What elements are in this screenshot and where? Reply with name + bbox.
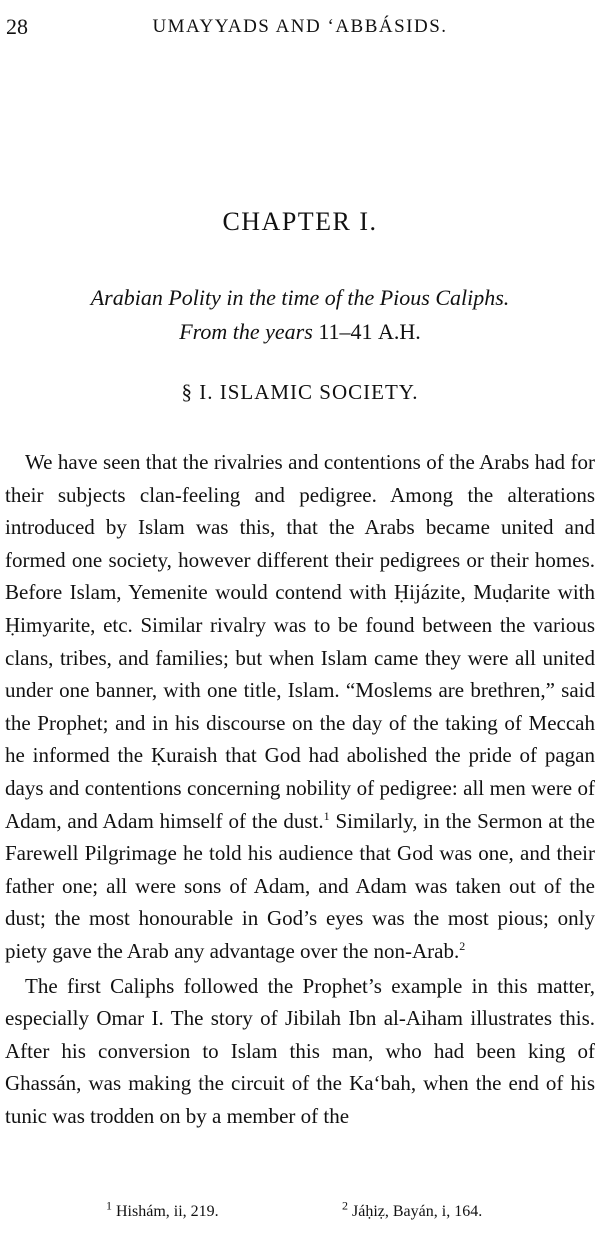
footnote-ref-2: 2	[459, 938, 466, 953]
paragraph-2-text: The first Caliphs followed the Prophet’s example in this matter, especially Omar I. The story of Jibilah Ibn al-Aiham illustrates this. After his conversion to Islam this man, who had been king of Ghassán, was making the circuit of the Ka‘bah, when the end of his tunic was trodden on by a member of the	[5, 973, 595, 1128]
footnote	[342, 1198, 483, 1221]
chapter-subtitle-era: A.H.	[378, 319, 421, 344]
footnote	[106, 1198, 219, 1221]
chapter-heading: CHAPTER I.	[222, 207, 378, 236]
page-number: 28	[6, 14, 28, 39]
running-title: UMAYYADS AND ‘ABBÁSIDS.	[152, 16, 448, 37]
section-heading: § I. ISLAMIC SOCIETY.	[181, 380, 419, 404]
footnote-marker: 2	[342, 1198, 348, 1213]
paragraph	[5, 446, 595, 968]
footnote-marker: 1	[106, 1198, 112, 1213]
chapter-title-block	[0, 281, 600, 349]
body-text	[5, 446, 595, 1132]
footnote-ref-1: 1	[323, 808, 330, 823]
chapter-subtitle-text: From the years	[179, 319, 313, 344]
paragraph-1-text: We have seen that the rivalries and contentions of the Arabs had for their subjects clan-feeling and pedigree. Among the alterations introduced by Islam was this, that the Arabs became united and formed one society, however different their pedigrees or their homes. Before Islam, Yemenite would contend with Ḥijázite, Muḍarite with Ḥimyarite, etc. Similar rivalry was to be found between the various clans, tribes, and families; but when Islam came they were all united under one banner, with one title, Islam. “Moslems are brethren,” said the Prophet; and in his discourse on the day of the taking of Meccah he informed the Ḳuraish that God had abolished the pride of pagan days and contentions concerning nobility of pedigree: all men were of Adam, and Adam himself of the dust.	[5, 450, 595, 833]
paragraph-1-continued: Similarly, in the Sermon at the Farewell Pilgrimage he told his audience that God was one, and their father one; all were sons of Adam, and Adam was taken out of the dust; the most honourable in God’s eyes was the most pious; only piety gave the Arab any advantage over the non-Arab.	[5, 808, 595, 963]
chapter-subtitle	[0, 315, 600, 349]
paragraph	[5, 970, 595, 1133]
footnote-text: Hishám, ii, 219.	[116, 1203, 219, 1220]
chapter-subtitle-years: 11–41	[318, 319, 373, 344]
footnote-text: Jáḥiẓ, Bayán, i, 164.	[352, 1203, 483, 1220]
chapter-title: Arabian Polity in the time of the Pious Caliphs.	[90, 285, 510, 310]
page-header	[0, 14, 600, 44]
